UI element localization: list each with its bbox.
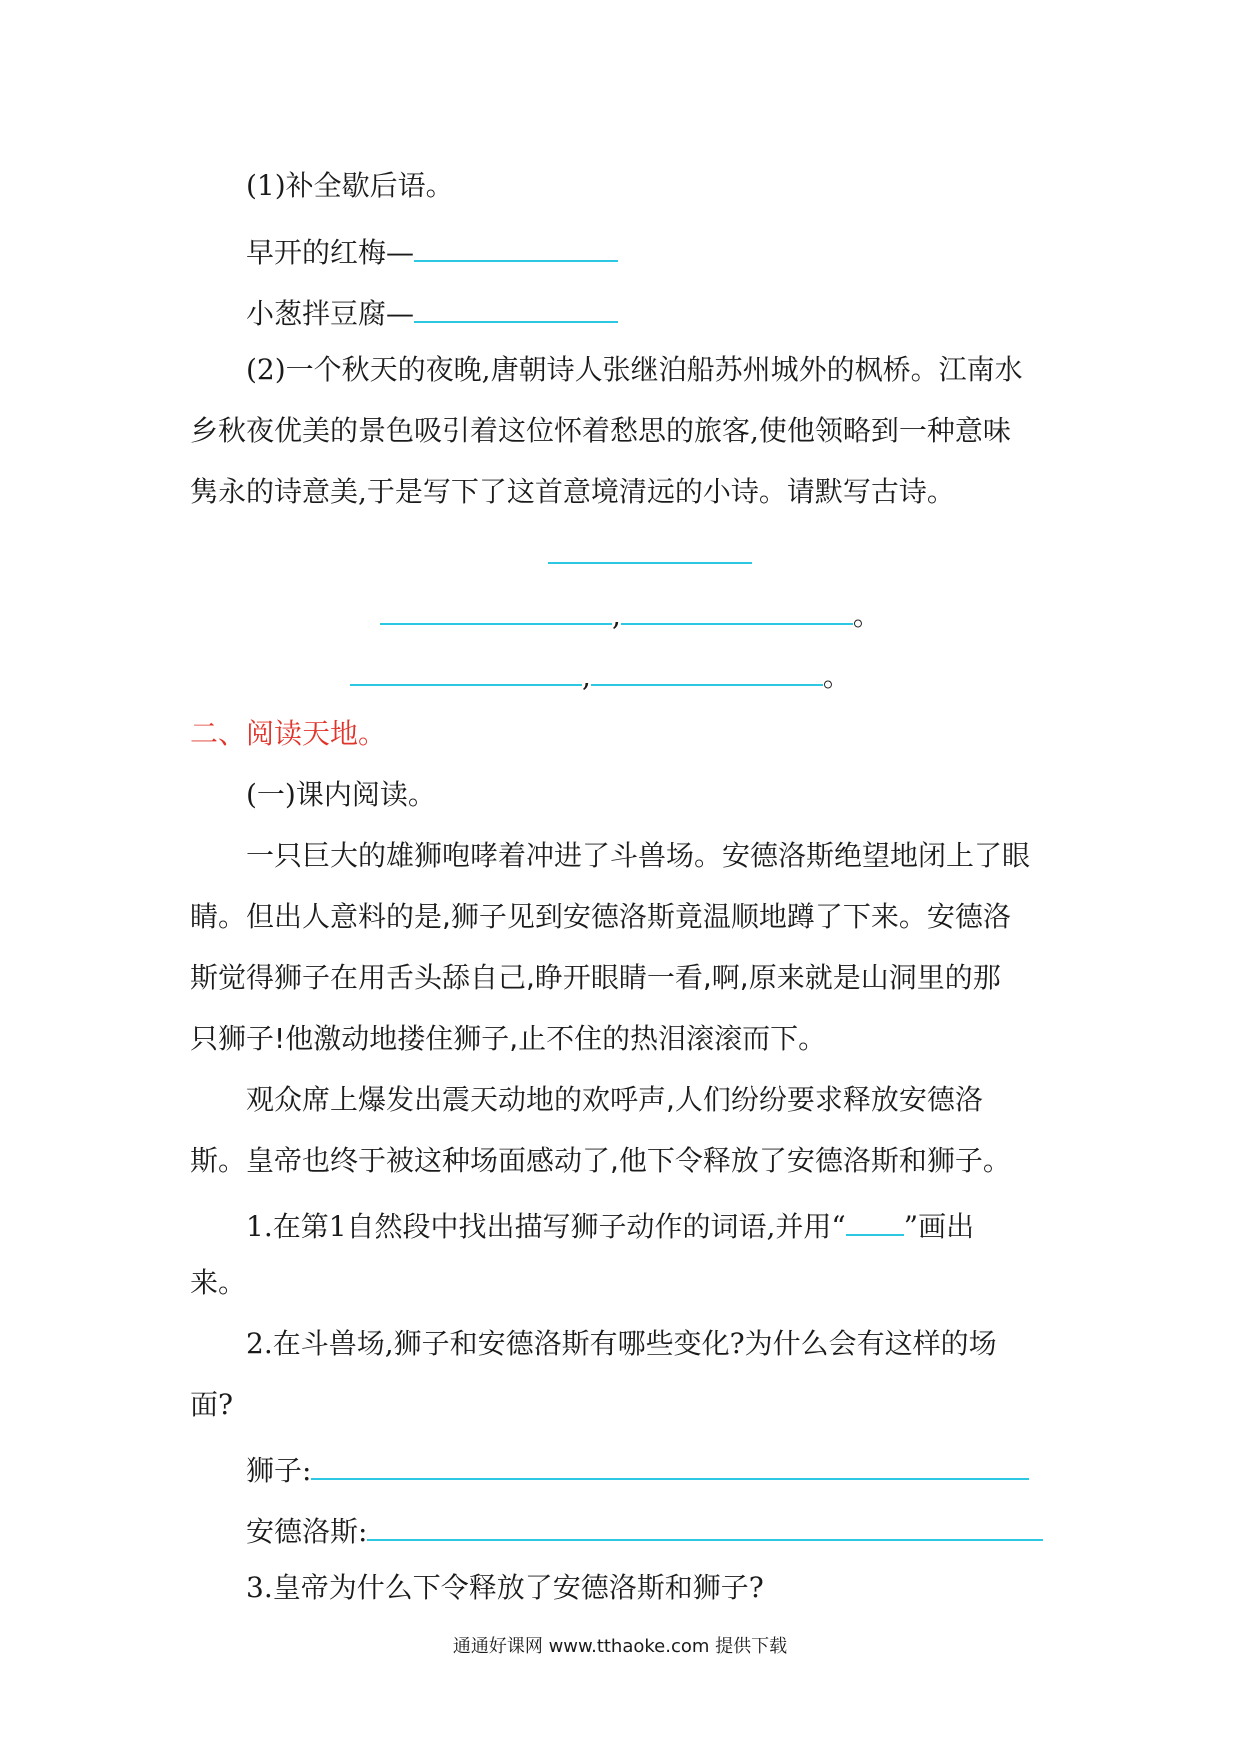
poem-title-blank[interactable] — [548, 532, 752, 564]
reading-question-1 — [246, 1204, 974, 1245]
reading-question-2: 2.在斗兽场,狮子和安德洛斯有哪些变化?为什么会有这样的场 — [246, 1327, 997, 1360]
passage-line: 斯觉得狮子在用舌头舔自己,睁开眼睛一看,啊,原来就是山洞里的那 — [190, 961, 1001, 994]
reading-question-2-line-2: 面? — [190, 1388, 234, 1421]
passage-line: 只狮子!他激动地搂住狮子,止不住的热泪滚滚而下。 — [190, 1022, 827, 1055]
reading-question-3: 3.皇帝为什么下令释放了安德洛斯和狮子? — [246, 1571, 764, 1604]
period: 。 — [852, 599, 881, 632]
lion-answer-row — [246, 1448, 1029, 1489]
xiehouyu-item-2 — [246, 291, 618, 332]
poem-blank[interactable] — [621, 593, 853, 625]
reading-question-1-text-end: ”画出 — [903, 1210, 975, 1243]
poem-title-blank-row — [548, 532, 752, 573]
answer-blank[interactable] — [414, 230, 618, 262]
footer-credit: 通通好课网 www.tthaoke.com 提供下载 — [452, 1636, 788, 1657]
poem-blank[interactable] — [380, 593, 612, 625]
passage-line: 一只巨大的雄狮咆哮着冲进了斗兽场。安德洛斯绝望地闭上了眼 — [246, 839, 1031, 872]
poem-blank[interactable] — [591, 654, 823, 686]
andros-answer-row — [246, 1509, 1043, 1550]
question-1-title: (1)补全歇后语。 — [246, 169, 454, 202]
andros-answer-blank[interactable] — [367, 1509, 1043, 1541]
andros-label: 安德洛斯: — [246, 1515, 368, 1548]
passage-line: 睛。但出人意料的是,狮子见到安德洛斯竟温顺地蹲了下来。安德洛 — [190, 900, 1011, 933]
comma: , — [582, 660, 591, 693]
underline-sample — [846, 1204, 904, 1236]
section-heading: 二、阅读天地。 — [190, 717, 387, 750]
question-2-line-1: (2)一个秋天的夜晚,唐朝诗人张继泊船苏州城外的枫桥。江南水 — [246, 353, 1023, 386]
comma: , — [612, 599, 621, 632]
question-2-line-3: 隽永的诗意美,于是写下了这首意境清远的小诗。请默写古诗。 — [190, 475, 955, 508]
poem-line-row-1 — [380, 593, 881, 634]
xiehouyu-item-1 — [246, 230, 618, 271]
question-2-line-2: 乡秋夜优美的景色吸引着这位怀着愁思的旅客,使他领略到一种意味 — [190, 414, 1011, 447]
reading-question-1-text: 1.在第1自然段中找出描写狮子动作的词语,并用“ — [246, 1210, 846, 1243]
poem-line-row-2 — [350, 654, 851, 695]
period: 。 — [822, 660, 851, 693]
lion-answer-blank[interactable] — [311, 1448, 1029, 1480]
answer-blank[interactable] — [414, 291, 618, 323]
xiehouyu-item-1-text: 早开的红梅— — [246, 236, 415, 269]
lion-label: 狮子: — [246, 1454, 312, 1487]
poem-blank[interactable] — [350, 654, 582, 686]
xiehouyu-item-2-text: 小葱拌豆腐— — [246, 297, 415, 330]
reading-question-1-line-2: 来。 — [190, 1266, 247, 1299]
passage-line: 斯。皇帝也终于被这种场面感动了,他下令释放了安德洛斯和狮子。 — [190, 1144, 1011, 1177]
sub-heading: (一)课内阅读。 — [246, 778, 436, 811]
passage-line: 观众席上爆发出震天动地的欢呼声,人们纷纷要求释放安德洛 — [246, 1083, 983, 1116]
